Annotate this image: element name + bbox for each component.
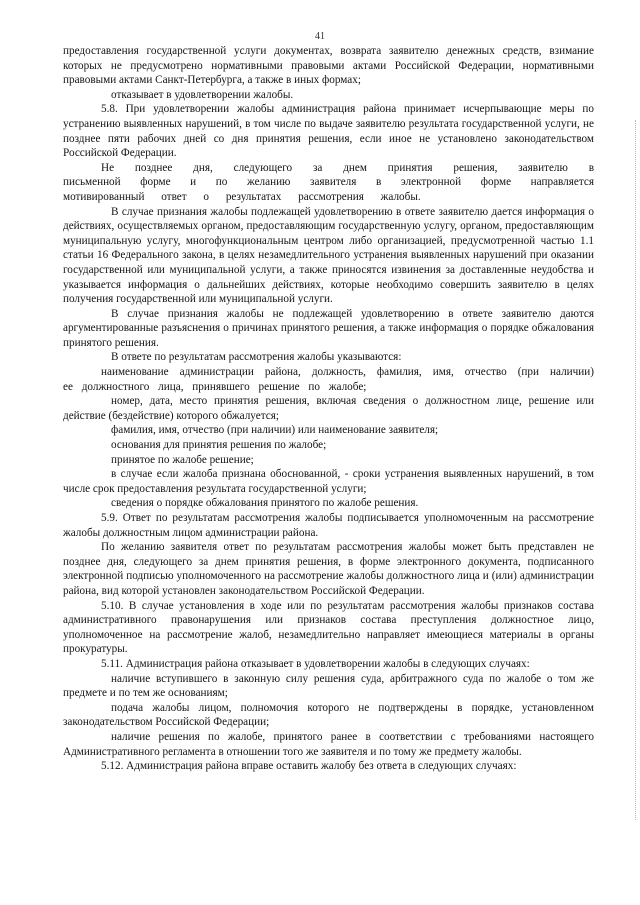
list-item-unauthorized: подача жалобы лицом, полномочия которого не подтверждены в порядке, установленном законодательством Российской Федерации; — [63, 701, 594, 729]
document-body — [63, 44, 594, 774]
paragraph-5-10: 5.10. В случае установления в ходе или по результатам рассмотрения жалобы признаков состава административного правонарушения или признаков состава преступления должностное лицо, уполномоченное на рассмотрение жалоб, незамедлительно направляет имеющиеся материалы в органы прокуратуры. — [63, 599, 594, 656]
list-item-decision-number: номер, дата, место принятия решения, включая сведения о должностном лице, решение или действие (бездействие) которого обжалуется; — [63, 395, 594, 422]
scan-edge — [634, 120, 636, 820]
paragraph-deadline: Не позднее дня, следующего за днем принятия решения, заявителю в письменной форме и по желанию заявителя в электронной форме направляется мотивированный ответ о результатах рассмотрения жалобы. — [63, 161, 594, 203]
paragraph-5-9: 5.9. Ответ по результатам рассмотрения жалобы подписывается уполномоченным на рассмотрение жалобы должностным лицом администрации района. — [63, 512, 594, 539]
list-item-admin-name: наименование администрации района, должность, фамилия, имя, отчество (при наличии) ее должностного лица, принявшего решение по жалобе; — [63, 366, 594, 393]
paragraph-satisfied: В случае признания жалобы подлежащей удовлетворению в ответе заявителю дается информация о действиях, осуществляемых органом, предоставляющим государственную услугу, органом, предоставляющим муниципальную услугу, многофункциональным центром либо организацией, предусмотренной частью 1.1 статьи 16 Федерального закона, в целях незамедлительного устранения выявленных нарушений при оказании государственной или муниципальной услуги, а также приносятся извинения за доставленные неудобства и указывается информация о дальнейших действиях, которые необходимо совершить заявителю в целях получения государственной или муниципальной услуги. — [63, 205, 594, 306]
list-item-appeal-procedure: сведения о порядке обжалования принятого по жалобе решения. — [111, 497, 419, 510]
paragraph-continuation: предоставления государственной услуги документах, возврата заявителю денежных средств, взимание которых не предусмотрено нормативными правовыми актами Российской Федерации, нормативными правовыми актами Санкт-Петербурга, а также в иных формах; — [63, 45, 594, 87]
page-number: 41 — [315, 31, 325, 42]
list-item-applicant-name: фамилия, имя, отчество (при наличии) или наименование заявителя; — [111, 424, 439, 437]
list-item-grounds: основания для принятия решения по жалобе; — [111, 439, 327, 452]
list-item-justified: в случае если жалоба признана обоснованной, - сроки устранения выявленных нарушений, в том числе срок предоставления результата государственной услуги; — [63, 468, 594, 495]
list-item-prior-decision: наличие решения по жалобе, принятого ранее в соответствии с требованиями настоящего Административного регламента в отношении того же заявителя и по тому же предмету жалобы. — [63, 730, 594, 758]
paragraph-not-satisfied: В случае признания жалобы не подлежащей удовлетворению в ответе заявителю даются аргументированные разъяснения о причинах принятого решения, а также информация о порядке обжалования принятого решения. — [63, 307, 594, 349]
paragraph-answer-contents: В ответе по результатам рассмотрения жалобы указываются: — [111, 351, 402, 364]
paragraph-5-12: 5.12. Администрация района вправе оставить жалобу без ответа в следующих случаях: — [101, 760, 517, 773]
paragraph-5-11: 5.11. Администрация района отказывает в удовлетворении жалобы в следующих случаях: — [101, 657, 530, 670]
paragraph-electronic-answer: По желанию заявителя ответ по результатам рассмотрения жалобы может быть представлен не позднее дня, следующего за днем принятия решения, в форме электронного документа, подписанного электронной подписью уполномоченного на рассмотрение жалобы должностного лица и (или) администрации района, вид которой установлен законодательством Российской Федерации. — [63, 541, 594, 597]
list-item-court-decision: наличие вступившего в законную силу решения суда, арбитражного суда по жалобе о том же предмете и по тем же основаниям; — [63, 672, 594, 700]
list-item-decision: принятое по жалобе решение; — [111, 453, 254, 466]
paragraph-5-8: 5.8. При удовлетворении жалобы администрация района принимает исчерпывающие меры по устранению выявленных нарушений, в том числе по выдаче заявителю результата государственной услуги, не позднее пяти рабочих дней со дня принятия решения, если иное не установлено законодательством Российской Федерации. — [63, 103, 594, 160]
paragraph-refusal: отказывает в удовлетворении жалобы. — [111, 88, 294, 101]
